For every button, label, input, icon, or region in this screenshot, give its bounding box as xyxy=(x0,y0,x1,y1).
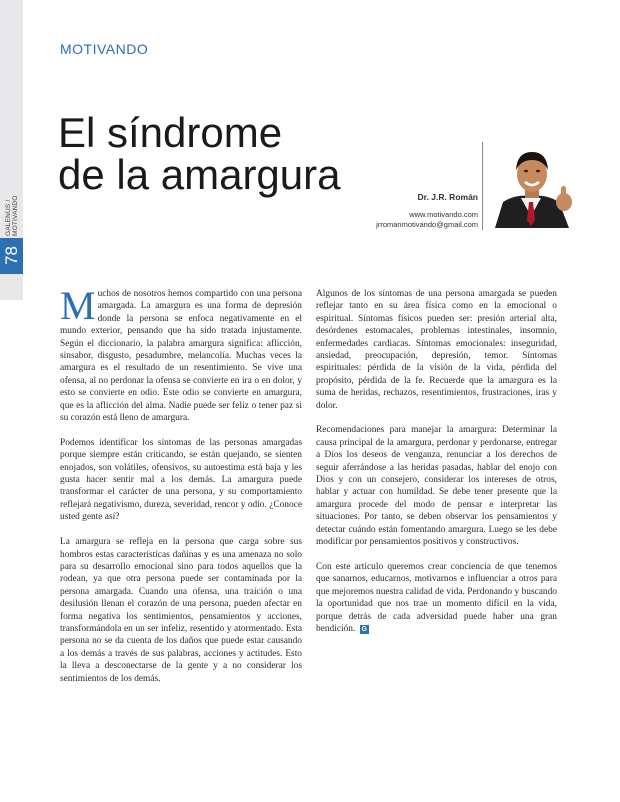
body-paragraph: La amargura se refleja en la persona que carga sobre sus hombros estas características dañinas y es una amenaza no solo para su desarrollo emocional sino para todos aquellos que la rodean, ya que otra persona puede ser contaminada por la persona amargada. Cuando una ofensa, una traición o una desilusión llenan el corazón de una persona, pueden afectar en forma negativa los sentimientos, pensamientos y acciones, transformándola en un ser infeliz, resentido y atormentado. Esta persona no se da cuenta de los daños que puede estar causando a los demás a través de sus palabras, acciones y actitudes. Esto la lleva a desconectarse de la gente y a no considerar los sentimientos de los demás. xyxy=(60,537,302,684)
body-paragraph: Recomendaciones para manejar la amargura: Determinar la causa principal de la amargura, perdonar y perdonarse, entregar a Dios los deseos de venganza, renunciar a los derechos de seguir aferrándose a las heridas pasadas, hablar del enojo con Dios y con un consejero, considerar los intereses de otros, hablar y actuar con humildad. Se debe tener presente que la amargura procede del modo de pensar e interpretar las situaciones. Por tanto, se deben observar los pensamientos y detectar cuándo están fomentando amargura. Luego se les debe modificar por pensamientos positivos y constructivos. xyxy=(316,425,557,548)
running-head: GALENUS / MOTIVANDO xyxy=(5,195,19,236)
section-label: MOTIVANDO xyxy=(60,41,149,57)
body-paragraph xyxy=(60,283,302,424)
paragraph-text: uchos de nosotros hemos compartido con una persona amargada. La amargura es una forma de depresión donde la persona se enfoca negativamente en el mundo exterior, pensando que ha sido tratada injustamente. Según el diccionario, la palabra amargura significa: aflicción, sinsabor, disgusto, pesadumbre, melancolía. Muchas veces la amargura es el resultado de un resentimiento. Se vive una ofensa, al no perdonar la ofensa se convierte en ira o en dolor, y esto se convierte en odio. Este odio se convierte en amargura, que es la aflicción del alma. Nadie puede ser feliz o tener paz si su corazón está lleno de amargura. xyxy=(60,289,302,424)
author-website: www.motivando.com xyxy=(409,210,478,219)
author-photo xyxy=(485,140,581,228)
title-line-1: El síndrome xyxy=(58,109,283,156)
author-name: Dr. J.R. Román xyxy=(417,192,478,202)
body-paragraph: Algunos de los síntomas de una persona amargada se pueden reflejar tanto en su área física como en la emocional o espiritual. Síntomas físicos pueden ser: presión arterial alta, desórdenes estomacales, problemas intestinales, insomnio, enfermedades cardiacas. Síntomas emocionales: inseguridad, ansiedad, preocupación, depresión, temor. Síntomas espirituales: pérdida de la visión de la vida, pérdida del propósito, pérdida de la fe. Recuerde que la amargura es la suma de heridas, rechazos, resentimientos, frustraciones, iras y dolor. xyxy=(316,289,557,411)
author-divider xyxy=(482,142,483,230)
body-paragraph xyxy=(316,561,557,635)
body-paragraph: Podemos identificar los síntomas de las personas amargadas porque siempre están criticando, se están quejando, se sienten enojados, son volátiles, ofensivos, su autoestima está baja y les gusta hacer sentir mal a los demás. La amargura puede transformar el carácter de una persona, y su comportamiento reflejará negativismo, dureza, severidad, rencor y odio. ¿Conoce usted gente así? xyxy=(60,437,302,523)
title-line-2: de la amargura xyxy=(58,151,341,198)
body-column-left xyxy=(60,283,302,697)
author-email: jrromanmotivando@gmail.com xyxy=(376,220,478,229)
paragraph-text: Con este artículo queremos crear conciencia de que tenemos que sanarnos, educarnos, motivarnos e influenciar a otros para que mejoremos nuestra calidad de vida. Perdonando y buscando la oportunidad que nos trae un momento difícil en la vida, porque detrás de cada adversidad puede haber una gran bendición. xyxy=(316,561,557,634)
page-number: 78 xyxy=(2,246,21,266)
article-title xyxy=(58,109,341,198)
drop-cap: M xyxy=(60,283,96,328)
body-column-right xyxy=(316,288,557,648)
end-mark-icon: G xyxy=(361,625,367,633)
author-block xyxy=(376,192,478,230)
